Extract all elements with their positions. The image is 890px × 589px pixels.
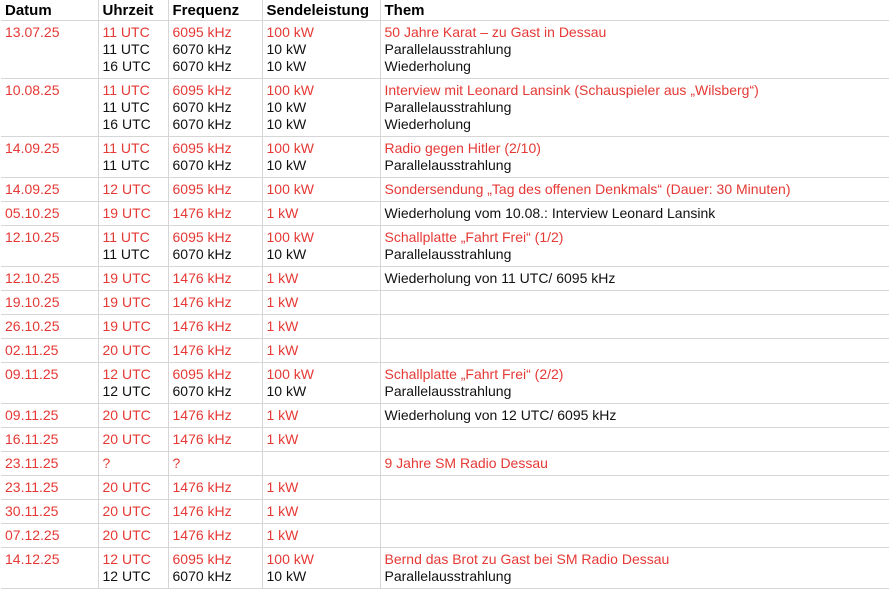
power-value: 1 kW [266,318,299,334]
date-value: 23.11.25 [5,479,59,495]
time-value: 11 UTC [102,246,150,262]
time-value: 12 UTC [102,568,151,584]
date-cell [1,202,98,226]
power-cell [262,404,380,428]
frequency-value: 1476 kHz [172,503,232,519]
date-value: 14.09.25 [5,140,60,156]
power-cell [262,178,380,202]
date-value: 16.11.25 [5,431,59,447]
power-value: 1 kW [266,407,299,423]
frequency-value: 1476 kHz [172,205,232,221]
power-value: 10 kW [266,58,307,74]
power-cell [262,548,380,589]
table-row [1,202,889,226]
power-value: 100 kW [266,551,314,567]
power-value: 1 kW [266,431,299,447]
date-value: 05.10.25 [5,205,60,221]
table-row [1,500,889,524]
power-cell [262,363,380,404]
topic-value: Schallplatte „Fahrt Frei“ (2/2) [384,366,564,382]
table-row [1,452,889,476]
date-cell [1,267,98,291]
frequency-value: 1476 kHz [172,527,232,543]
topic-cell [380,428,889,452]
frequency-value: 1476 kHz [172,407,232,423]
power-value: 10 kW [266,99,307,115]
frequency-value: 1476 kHz [172,270,232,286]
date-cell [1,339,98,363]
time-value: 19 UTC [102,318,151,334]
frequency-value: 6070 kHz [172,58,232,74]
date-cell [1,291,98,315]
frequency-cell [168,524,262,548]
time-cell [98,404,168,428]
time-value: 20 UTC [102,407,151,423]
time-value: 20 UTC [102,479,151,495]
topic-value: Wiederholung von 12 UTC/ 6095 kHz [384,407,617,423]
table-row [1,267,889,291]
table-row [1,226,889,267]
schedule-table [1,0,889,589]
topic-cell [380,500,889,524]
time-value: 19 UTC [102,270,151,286]
power-value: 1 kW [266,205,299,221]
topic-value: Wiederholung [384,58,471,74]
topic-value: 9 Jahre SM Radio Dessau [384,455,548,471]
time-cell [98,202,168,226]
power-value [267,455,380,472]
table-row [1,548,889,589]
time-cell [98,315,168,339]
topic-value [385,527,890,544]
header-uhrzeit: Uhrzeit [98,0,168,21]
date-cell [1,548,98,589]
frequency-value: 1476 kHz [172,479,232,495]
frequency-value: 6095 kHz [172,366,232,382]
frequency-value: 6070 kHz [172,99,232,115]
topic-cell [380,339,889,363]
time-cell [98,524,168,548]
header-frequenz: Frequenz [168,0,262,21]
date-value: 23.11.25 [5,455,59,471]
date-cell [1,452,98,476]
date-value: 12.10.25 [5,270,60,286]
time-value: 12 UTC [102,383,151,399]
topic-cell [380,315,889,339]
topic-cell [380,452,889,476]
frequency-cell [168,428,262,452]
topic-cell [380,548,889,589]
frequency-cell [168,363,262,404]
frequency-value: 6095 kHz [172,140,232,156]
power-value: 100 kW [266,229,314,245]
time-value: 11 UTC [102,140,150,156]
topic-value [385,342,890,359]
topic-value: Interview mit Leonard Lansink (Schauspieler aus „Wilsberg“) [384,82,759,98]
time-value: 16 UTC [102,58,151,74]
frequency-value: 6070 kHz [172,116,232,132]
table-row [1,291,889,315]
power-cell [262,202,380,226]
power-value: 10 kW [266,157,307,173]
power-cell [262,428,380,452]
frequency-value: 6095 kHz [172,24,232,40]
time-value: 12 UTC [102,366,151,382]
topic-value: Parallelausstrahlung [384,99,512,115]
frequency-cell [168,267,262,291]
time-value: 20 UTC [102,503,151,519]
frequency-cell [168,291,262,315]
power-value: 10 kW [266,568,307,584]
date-cell [1,476,98,500]
power-value: 10 kW [266,383,307,399]
topic-cell [380,267,889,291]
frequency-value: 1476 kHz [172,294,232,310]
header-row [1,0,889,21]
power-cell [262,500,380,524]
time-value: 19 UTC [102,205,151,221]
topic-value: Parallelausstrahlung [384,568,512,584]
date-cell [1,404,98,428]
power-value: 10 kW [266,246,307,262]
time-value: 11 UTC [102,157,150,173]
frequency-cell [168,79,262,137]
topic-value: Wiederholung von 11 UTC/ 6095 kHz [384,270,616,286]
power-value: 1 kW [266,342,299,358]
topic-value [385,318,890,335]
date-value: 07.12.25 [5,527,60,543]
topic-value: Parallelausstrahlung [384,383,512,399]
date-cell [1,79,98,137]
topic-value: 50 Jahre Karat – zu Gast in Dessau [384,24,607,40]
time-cell [98,428,168,452]
power-cell [262,291,380,315]
time-value: 16 UTC [102,116,151,132]
frequency-value: 6070 kHz [172,568,232,584]
power-value: 100 kW [266,82,314,98]
time-value: 11 UTC [102,41,150,57]
topic-value: Parallelausstrahlung [384,246,512,262]
topic-cell [380,226,889,267]
power-cell [262,524,380,548]
time-value: 20 UTC [102,431,151,447]
topic-value: Wiederholung vom 10.08.: Interview Leonard Lansink [384,205,716,221]
time-cell [98,363,168,404]
time-value: 11 UTC [102,82,150,98]
frequency-cell [168,339,262,363]
power-cell [262,452,380,476]
time-cell [98,79,168,137]
time-value: 19 UTC [102,294,151,310]
date-value: 10.08.25 [5,82,60,98]
topic-cell [380,524,889,548]
power-value: 1 kW [266,527,299,543]
topic-cell [380,202,889,226]
frequency-value: 6095 kHz [172,551,232,567]
date-cell [1,524,98,548]
power-value: 1 kW [266,479,299,495]
topic-cell [380,363,889,404]
topic-cell [380,404,889,428]
topic-cell [380,476,889,500]
date-value: 19.10.25 [5,294,60,310]
power-value: 100 kW [266,140,314,156]
time-cell [98,500,168,524]
frequency-value: 6070 kHz [172,157,232,173]
time-value: ? [102,455,111,471]
date-value: 09.11.25 [5,366,59,382]
date-cell [1,363,98,404]
frequency-cell [168,178,262,202]
topic-value: Wiederholung [384,116,471,132]
topic-value: Schallplatte „Fahrt Frei“ (1/2) [384,229,564,245]
table-row [1,476,889,500]
power-value: 1 kW [266,503,299,519]
frequency-value: 6070 kHz [172,246,232,262]
topic-cell [380,178,889,202]
table-row [1,339,889,363]
header-thema: Them [380,0,889,21]
date-cell [1,137,98,178]
frequency-cell [168,202,262,226]
date-value: 09.11.25 [5,407,59,423]
topic-value [385,479,890,496]
time-value: 11 UTC [102,99,150,115]
date-cell [1,21,98,79]
time-value: 20 UTC [102,527,151,543]
topic-value: Parallelausstrahlung [384,41,512,57]
time-cell [98,267,168,291]
power-value: 100 kW [266,181,314,197]
frequency-cell [168,226,262,267]
table-row [1,79,889,137]
date-value: 26.10.25 [5,318,60,334]
time-cell [98,178,168,202]
table-row [1,428,889,452]
time-cell [98,137,168,178]
frequency-value: 6070 kHz [172,41,232,57]
table-row [1,178,889,202]
time-cell [98,548,168,589]
topic-cell [380,21,889,79]
table-row [1,524,889,548]
topic-value: Bernd das Brot zu Gast bei SM Radio Dessau [384,551,670,567]
time-value: 20 UTC [102,342,151,358]
topic-value [385,503,890,520]
time-value: 11 UTC [102,229,150,245]
time-value: 12 UTC [102,551,151,567]
power-cell [262,79,380,137]
time-value: 12 UTC [102,181,151,197]
table-row [1,363,889,404]
date-value: 30.11.25 [5,503,59,519]
frequency-value: 6095 kHz [172,82,232,98]
date-cell [1,178,98,202]
time-cell [98,226,168,267]
table-row [1,137,889,178]
topic-cell [380,137,889,178]
time-cell [98,339,168,363]
power-cell [262,315,380,339]
topic-value: Radio gegen Hitler (2/10) [384,140,541,156]
table-row [1,404,889,428]
topic-cell [380,79,889,137]
power-cell [262,226,380,267]
power-value: 100 kW [266,24,314,40]
time-cell [98,21,168,79]
power-value: 1 kW [266,294,299,310]
topic-cell [380,291,889,315]
date-value: 14.12.25 [5,551,60,567]
frequency-value: ? [172,455,181,471]
frequency-value: 6095 kHz [172,181,232,197]
topic-value [385,294,890,311]
power-value: 10 kW [266,116,307,132]
date-value: 14.09.25 [5,181,60,197]
header-datum: Datum [1,0,98,21]
date-value: 02.11.25 [5,342,59,358]
power-cell [262,21,380,79]
date-value: 13.07.25 [5,24,60,40]
frequency-value: 1476 kHz [172,342,232,358]
power-value: 1 kW [266,270,299,286]
frequency-value: 1476 kHz [172,431,232,447]
date-cell [1,500,98,524]
power-value: 100 kW [266,366,314,382]
frequency-cell [168,21,262,79]
table-row [1,315,889,339]
date-value: 12.10.25 [5,229,60,245]
header-sendeleistung: Sendeleistung [262,0,380,21]
frequency-value: 1476 kHz [172,318,232,334]
date-cell [1,226,98,267]
frequency-cell [168,404,262,428]
power-cell [262,476,380,500]
topic-value: Sondersendung „Tag des offenen Denkmals“ (Dauer: 30 Minuten) [384,181,791,197]
time-value: 11 UTC [102,24,150,40]
time-cell [98,452,168,476]
frequency-cell [168,452,262,476]
power-cell [262,339,380,363]
time-cell [98,476,168,500]
frequency-cell [168,137,262,178]
power-value: 10 kW [266,41,307,57]
frequency-cell [168,500,262,524]
power-cell [262,267,380,291]
frequency-cell [168,476,262,500]
topic-value: Parallelausstrahlung [384,157,512,173]
frequency-value: 6095 kHz [172,229,232,245]
frequency-cell [168,315,262,339]
topic-value [385,431,890,448]
time-cell [98,291,168,315]
table-row [1,21,889,79]
date-cell [1,315,98,339]
frequency-value: 6070 kHz [172,383,232,399]
date-cell [1,428,98,452]
power-cell [262,137,380,178]
frequency-cell [168,548,262,589]
